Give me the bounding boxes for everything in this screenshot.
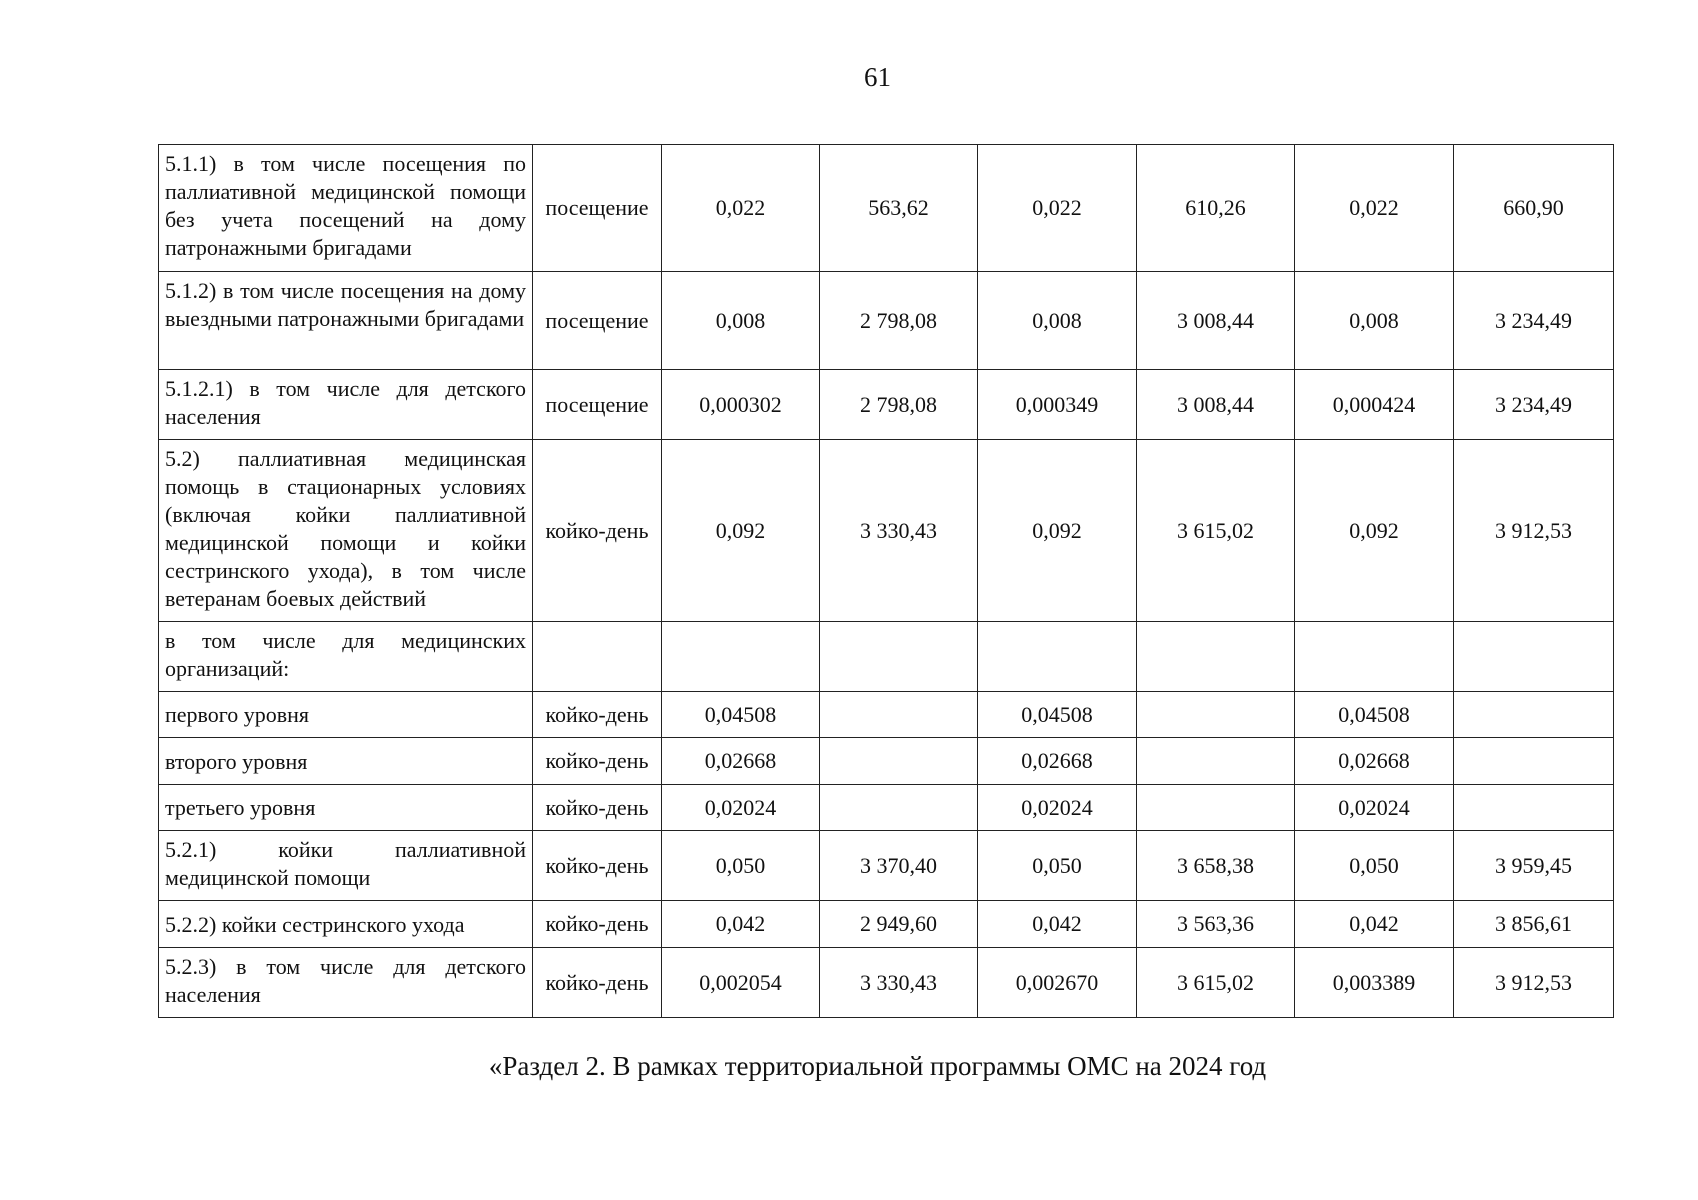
value-cell: 0,002054 xyxy=(662,948,820,1018)
value-cell: 3 912,53 xyxy=(1454,948,1614,1018)
value-cell xyxy=(820,622,978,692)
value-cell xyxy=(1454,738,1614,785)
value-cell: 0,042 xyxy=(662,901,820,948)
value-cell: 3 658,38 xyxy=(1137,831,1295,901)
value-cell xyxy=(1454,785,1614,831)
row-unit xyxy=(533,622,662,692)
value-cell: 0,002670 xyxy=(978,948,1137,1018)
row-label: третьего уровня xyxy=(159,785,533,831)
table-row xyxy=(159,370,1614,440)
value-cell: 660,90 xyxy=(1454,145,1614,272)
row-unit: посещение xyxy=(533,145,662,272)
value-cell xyxy=(1137,622,1295,692)
row-unit: койко-день xyxy=(533,738,662,785)
value-cell: 0,000302 xyxy=(662,370,820,440)
row-label: первого уровня xyxy=(159,692,533,738)
value-cell: 0,092 xyxy=(978,440,1137,622)
row-label: 5.2.2) койки сестринского ухода xyxy=(159,901,533,948)
row-unit: койко-день xyxy=(533,901,662,948)
row-label: 5.2) паллиативная медицинская помощь в стационарных условиях (включая койки паллиативной медицинской помощи и койки сестринского ухода), в том числе ветеранам боевых действий xyxy=(159,440,533,622)
value-cell: 0,04508 xyxy=(978,692,1137,738)
table-row xyxy=(159,145,1614,272)
value-cell: 0,000424 xyxy=(1295,370,1454,440)
row-label: второго уровня xyxy=(159,738,533,785)
row-label: 5.1.2) в том числе посещения на дому выездными патронажными бригадами xyxy=(159,272,533,370)
row-label: 5.2.1) койки паллиативной медицинской помощи xyxy=(159,831,533,901)
value-cell: 0,050 xyxy=(978,831,1137,901)
row-label: 5.2.3) в том числе для детского населения xyxy=(159,948,533,1018)
value-cell: 3 234,49 xyxy=(1454,272,1614,370)
value-cell: 563,62 xyxy=(820,145,978,272)
value-cell: 0,022 xyxy=(978,145,1137,272)
value-cell: 2 798,08 xyxy=(820,272,978,370)
table-row xyxy=(159,785,1614,831)
value-cell: 3 330,43 xyxy=(820,440,978,622)
value-cell: 0,02024 xyxy=(978,785,1137,831)
value-cell: 0,02668 xyxy=(978,738,1137,785)
row-label: 5.1.1) в том числе посещения по паллиативной медицинской помощи без учета посещений на дому патронажными бригадами xyxy=(159,145,533,272)
table-row xyxy=(159,738,1614,785)
value-cell: 3 912,53 xyxy=(1454,440,1614,622)
value-cell: 2 949,60 xyxy=(820,901,978,948)
row-unit: посещение xyxy=(533,370,662,440)
table-row xyxy=(159,622,1614,692)
row-unit: койко-день xyxy=(533,948,662,1018)
value-cell: 0,04508 xyxy=(1295,692,1454,738)
value-cell: 0,02668 xyxy=(1295,738,1454,785)
value-cell: 0,003389 xyxy=(1295,948,1454,1018)
value-cell: 0,092 xyxy=(662,440,820,622)
data-table xyxy=(158,144,1614,1018)
value-cell: 0,008 xyxy=(662,272,820,370)
value-cell: 3 563,36 xyxy=(1137,901,1295,948)
row-unit: койко-день xyxy=(533,692,662,738)
value-cell: 0,000349 xyxy=(978,370,1137,440)
value-cell: 3 856,61 xyxy=(1454,901,1614,948)
value-cell xyxy=(1137,738,1295,785)
value-cell: 3 234,49 xyxy=(1454,370,1614,440)
value-cell xyxy=(1454,692,1614,738)
value-cell: 3 008,44 xyxy=(1137,370,1295,440)
value-cell xyxy=(1295,622,1454,692)
value-cell: 0,050 xyxy=(662,831,820,901)
value-cell: 0,050 xyxy=(1295,831,1454,901)
value-cell: 3 370,40 xyxy=(820,831,978,901)
value-cell: 0,04508 xyxy=(662,692,820,738)
table-row xyxy=(159,692,1614,738)
value-cell: 0,02024 xyxy=(662,785,820,831)
table-row xyxy=(159,948,1614,1018)
value-cell: 3 959,45 xyxy=(1454,831,1614,901)
row-unit: посещение xyxy=(533,272,662,370)
row-unit: койко-день xyxy=(533,785,662,831)
value-cell: 0,042 xyxy=(1295,901,1454,948)
value-cell xyxy=(1137,785,1295,831)
value-cell: 0,02668 xyxy=(662,738,820,785)
value-cell: 0,02024 xyxy=(1295,785,1454,831)
value-cell xyxy=(1454,622,1614,692)
value-cell: 0,008 xyxy=(978,272,1137,370)
row-label: в том числе для медицинских организаций: xyxy=(159,622,533,692)
row-unit: койко-день xyxy=(533,440,662,622)
row-label: 5.1.2.1) в том числе для детского населения xyxy=(159,370,533,440)
value-cell: 610,26 xyxy=(1137,145,1295,272)
value-cell: 0,022 xyxy=(662,145,820,272)
value-cell: 3 008,44 xyxy=(1137,272,1295,370)
table-row xyxy=(159,440,1614,622)
value-cell xyxy=(978,622,1137,692)
value-cell xyxy=(662,622,820,692)
table-row xyxy=(159,272,1614,370)
page-number: 61 xyxy=(864,62,891,92)
value-cell: 0,092 xyxy=(1295,440,1454,622)
value-cell: 3 615,02 xyxy=(1137,440,1295,622)
value-cell xyxy=(820,785,978,831)
section-title: «Раздел 2. В рамках территориальной программы ОМС на 2024 год xyxy=(488,1051,1267,1081)
value-cell: 3 330,43 xyxy=(820,948,978,1018)
value-cell xyxy=(820,738,978,785)
value-cell: 2 798,08 xyxy=(820,370,978,440)
value-cell xyxy=(1137,692,1295,738)
table-row xyxy=(159,831,1614,901)
value-cell: 0,042 xyxy=(978,901,1137,948)
value-cell: 0,008 xyxy=(1295,272,1454,370)
value-cell: 3 615,02 xyxy=(1137,948,1295,1018)
value-cell: 0,022 xyxy=(1295,145,1454,272)
table-row xyxy=(159,901,1614,948)
value-cell xyxy=(820,692,978,738)
row-unit: койко-день xyxy=(533,831,662,901)
